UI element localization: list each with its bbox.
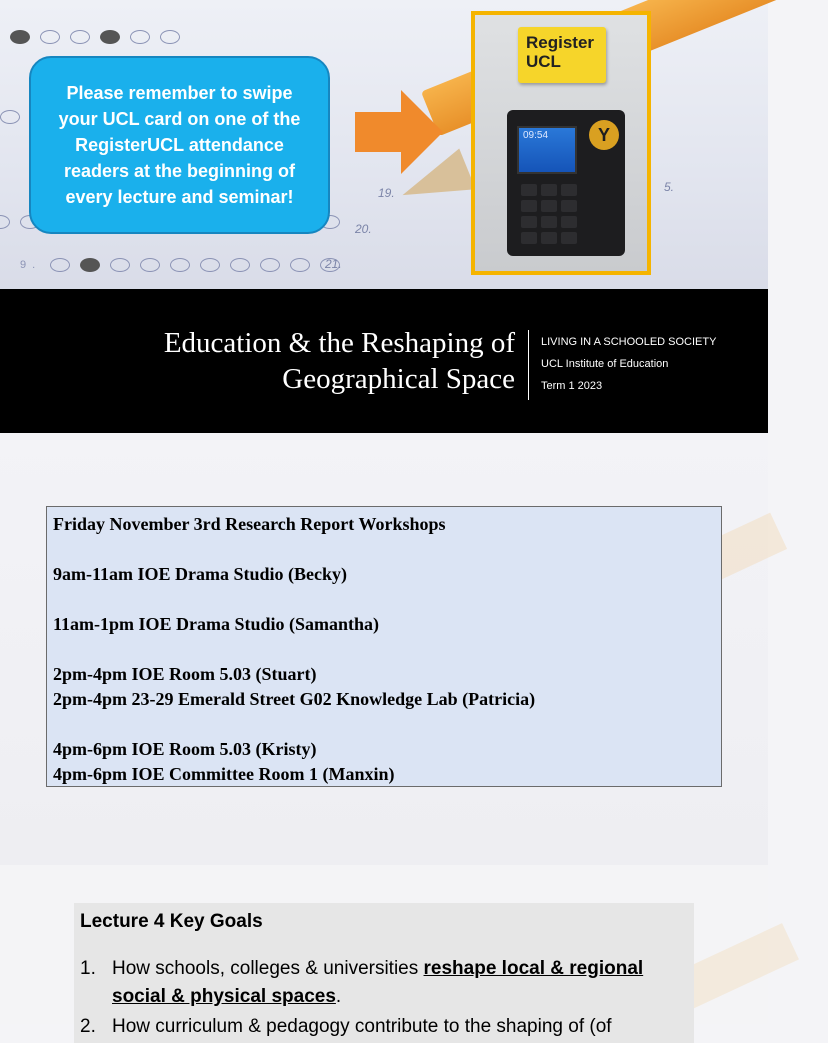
sign-line: UCL	[526, 52, 561, 71]
sheet-number: 21.	[325, 257, 342, 271]
key-goals-title: Lecture 4 Key Goals	[80, 911, 263, 932]
key-goals-slide	[0, 865, 768, 1037]
goal-text-end: .	[335, 986, 342, 1007]
workshop-slot: 4pm-6pm IOE Committee Room 1 (Manxin)	[53, 764, 395, 784]
sheet-number: 19.	[378, 186, 395, 200]
reader-logo-icon: Y	[589, 120, 619, 150]
goal-emphasis: reshape local & regional social & physical spaces	[112, 958, 644, 1007]
answer-sheet-row: 9.	[20, 258, 350, 272]
reader-keypad	[521, 184, 577, 244]
attendance-reminder-callout	[29, 56, 330, 234]
workshop-slot: 2pm-4pm 23-29 Emerald Street G02 Knowledge Lab (Patricia)	[53, 689, 536, 709]
workshops-slide	[0, 433, 768, 865]
lecture-title	[80, 325, 515, 397]
institution-name: UCL Institute of Education	[541, 358, 669, 370]
lecture-title-line: Education & the Reshaping of	[163, 327, 515, 359]
workshop-heading: Friday November 3rd Research Report Workshops	[53, 514, 446, 534]
attendance-reminder-text: Please remember to swipe your UCL card on one of the RegisterUCL attendance readers at the beginning of every lecture and seminar!	[58, 83, 301, 207]
goal-number: 2.	[80, 1016, 96, 1037]
goal-text: How curriculum & pedagogy contribute to the shaping of (of	[112, 1016, 612, 1037]
course-name: LIVING IN A SCHOOLED SOCIETY	[541, 336, 717, 348]
reader-time: 09:54	[523, 130, 549, 141]
workshop-slot: 2pm-4pm IOE Room 5.03 (Stuart)	[53, 664, 317, 684]
attendance-banner-slide	[0, 0, 768, 289]
goal-number: 1.	[80, 958, 96, 979]
key-goals-box	[74, 903, 694, 1043]
lecture-title-line: Geographical Space	[282, 363, 515, 395]
reader-screen	[517, 126, 577, 174]
register-ucl-reader-photo	[471, 11, 651, 275]
register-ucl-sign	[518, 27, 606, 83]
goal-item	[80, 1013, 688, 1041]
arrow-right-icon	[355, 90, 443, 174]
goal-item	[80, 955, 688, 1011]
workshop-slot: 4pm-6pm IOE Room 5.03 (Kristy)	[53, 739, 317, 759]
workshop-slot: 9am-11am IOE Drama Studio (Becky)	[53, 564, 347, 584]
sign-line: Register	[526, 33, 595, 52]
answer-sheet-row	[0, 30, 190, 44]
term-label: Term 1 2023	[541, 380, 603, 392]
card-reader-device	[507, 110, 625, 256]
title-divider	[528, 330, 529, 400]
sheet-number: 5.	[664, 180, 675, 194]
sheet-number: 20.	[355, 222, 372, 236]
title-slide	[0, 289, 768, 433]
goal-text: How schools, colleges & universities	[112, 958, 424, 979]
workshop-schedule-box	[46, 506, 722, 787]
course-meta	[541, 331, 716, 397]
workshop-slot: 11am-1pm IOE Drama Studio (Samantha)	[53, 614, 380, 634]
